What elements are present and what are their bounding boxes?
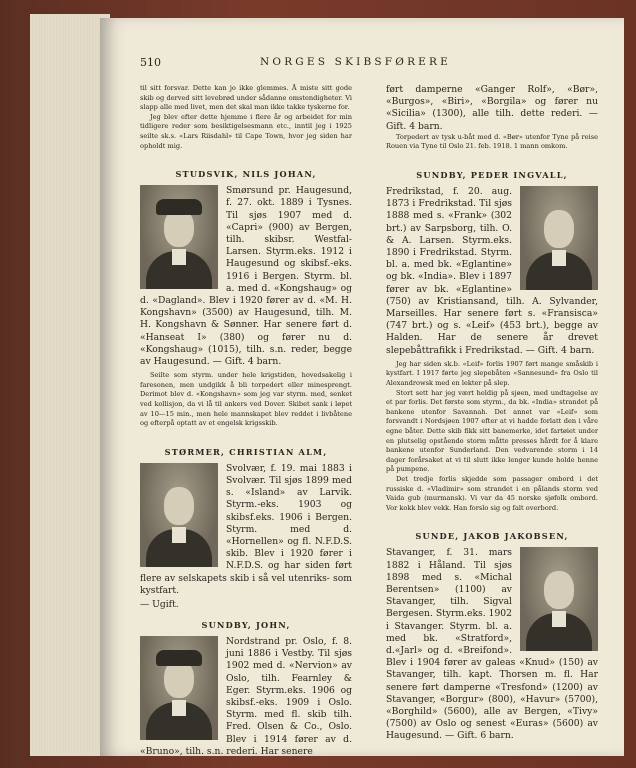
continued-text: ført damperne «Ganger Rolf», «Bør», «Burgos», «Biri», «Borgila» og fører nu «Sicilia» (1300), alle tilh. dette rederi. — Gift. 4 barn. [386,84,598,132]
running-title: NORGES SKIBSFØRERE [260,56,452,68]
page-header [140,56,604,72]
portrait-photo-sundby-john [140,636,218,740]
continued-note: Torpedert av tysk u-båt med d. «Bør» utenfor Tyne på reise Rouen via Tyne til Oslo 21. feb. 1918. 1 mann omkom. [386,132,598,151]
bio-sundby-peder: Fredrikstad, f. 20. aug. 1873 i Fredrikstad. Til sjøs 1888 med s. «Frank» (302 brt.) av Sarpsborg, tilh. O. & A. Larsen. Styrm.eks. 1890 i Fredrikstad. Styrm. bl. a. med bk. «Eglantine» og bk. «India». Blev i 1897 fører av bk. «Eglantine» (750) av Kristiansand, tilh. A. Sylvander, Marseilles. Har senere ført s. «Fransisca» (747 brt.) og s. «Leif» (453 brt.), begge av Halden. Har de senere år drevet slepebåttrafikk i Fredrikstad. — Gift. 4 barn. [386,186,598,356]
bio-sunde: Stavanger, f. 31. mars 1882 i Håland. Til sjøs 1898 med s. «Michal Berentsen» (1100) av Stavanger, tilh. Sigval Bergesen. Styrm.eks. 1902 i Stavanger. Styrm. bl. a. med bk. «Stratford», d.«Jarl» og d. «Breifond». Blev i 1904 fører av galeas «Knud» (150) av Stavanger, tilh. kapt. Thorsen m. fl. Har senere ført damperne «Tresfond» (1200) av Stavanger, «Borgur» (800), «Havur» (5700), «Borghild» (5600), alle av Bergen, «Tivy» (7500) av Oslo og senest «Euras» (5600) av Haugesund. — Gift. 6 barn. [386,547,598,742]
intro-paragraph-2: Jeg blev efter dette hjemme i flere år og arbeidet for min tidligere reder som besiktigelsesmann etc., inntil jeg i 1925 seilte sk.s. «Lars Riisdahl» til Cape Town, hvor jeg siden har opholdt mig. [140,112,352,150]
note-studsvik: Seilte som styrm. under hele krigstiden, hovedsakelig i faresonen, men undgikk å bli torpedert eller minesprengt. Derimot blev d. «Kongshavn» som jeg var styrm. med, senket ved kollisjon, da vi lå til ankers ved Dover. Skibet sank i løpet av 10—15 min., men hele mannskapet blev reddet i livbåtene og efterpå optatt av et engelsk krigsskib. [140,371,352,428]
intro-paragraph-1: til sitt forsvar. Dette kan jo ikke glemmes. Å miste sitt gode skib og derved sitt levebrød under sådanne omstendigheter. Vi slapp alle med livet, men det skal man ikke takke tyskerne for. [140,84,352,112]
right-column [386,84,598,743]
entry-stormer [140,463,352,597]
note-sundby-peder-2: Stort sett har jeg vært heldig på sjøen, med undtagelse av et par forlis. Det første som styrm., da bk. «India» strandet på bankene utenfor Savannah. Det annet var «Leif» som forsvandt i Nordsjøen 1907 efter at vi hadde forlatt den i våre egne båter. Dette skib fikk sitt banemerke, idet fartøiet under en plutselig opstående storm måtte presses hårdt for å klare bankene utenfor Sunderland. Den vedvarende storm i 14 dager forårsaket at vi til slutt ikke lenger kunde holde henne på pumpene. [386,388,598,474]
portrait-photo-sundby-peder [520,186,598,290]
entry-studsvik [140,185,352,368]
heading-studsvik: STUDSVIK, NILS JOHAN, [175,169,317,180]
heading-stormer: STØRMER, CHRISTIAN ALM, [164,446,328,457]
note-sundby-peder-1: Jeg har siden sk.b. «Leif» forlis 1907 ført mange småskib i kystfart. I 1917 førte jeg slepebåten «Sannesund» fra Oslo til Alexandrowsk med en lekter på slep. [386,359,598,388]
entry-sundby-peder [386,186,598,357]
bio-sundby-john: Nordstrand pr. Oslo, f. 8. juni 1886 i Vestby. Til sjøs 1902 med d. «Nervion» av Oslo, tilh. Fearnley & Eger. Styrm.eks. 1906 og skibsf.-eks. 1909 i Oslo. Styrm. med fl. skib tilh. Fred. Olsen & Co., Oslo. Blev i 1914 fører av d. «Bruno», tilh. s.n. rederi. Har senere [140,636,352,757]
marital-stormer: — Ugift. [140,599,179,610]
page-stack-edge [30,14,110,756]
heading-sunde: SUNDE, JAKOB JAKOBSEN, [415,531,569,542]
portrait-photo-sunde [520,547,598,651]
entry-sundby-john [140,636,352,758]
bio-stormer: Svolvær, f. 19. mai 1883 i Svolvær. Til sjøs 1899 med s. «Island» av Larvik. Styrm.-eks. 1903 og skibsf.eks. 1906 i Bergen. Styrm. med d. «Hornellen» og fl. N.F.D.S. skib. Blev i 1920 fører i N.F.D.S. og har siden ført flere av selskapets skib i så vel utenriks- som kystfart. [140,462,352,596]
heading-sundby-john: SUNDBY, JOHN, [201,620,291,630]
portrait-photo-studsvik [140,185,218,289]
book-page [100,18,624,756]
heading-sundby-peder: SUNDBY, PEDER INGVALL, [416,170,568,180]
bio-studsvik: Smørsund pr. Haugesund, f. 27. okt. 1889 i Tysnes. Til sjøs 1907 med d. «Capri» (900) av Bergen, tilh. skibsr. Westfal-Larsen. Styrm.eks. 1912 i Haugesund og skibsf.-eks. 1916 i Bergen. Styrm. bl. a. med d. «Kongshaug» og d. «Dagland». Blev i 1920 fører av d. «M. H. Kongshavn» (3500) av Haugesund, tilh. M. H. Kongshavn & Sønner. Har senere ført d. «Hanseat I» (380) og fører nu d. «Kongshaug» (1015), tilh. s.n. reder, begge av Haugesund. — Gift. 4 barn. [140,185,352,367]
left-column [140,84,352,758]
portrait-photo-stormer [140,463,218,567]
note-sundby-peder-3: Det tredje forlis skjedde som passager ombord i det russiske d. «Vladimir» som strandet i en pålands storm ved Vaida gub (murmansk). Vi var da 45 norske sjøfolk ombord. Vor kokk blev vekk. Han forslo sig og falt overbord. [386,474,598,512]
entry-sunde [386,547,598,742]
page-number: 510 [140,56,161,69]
